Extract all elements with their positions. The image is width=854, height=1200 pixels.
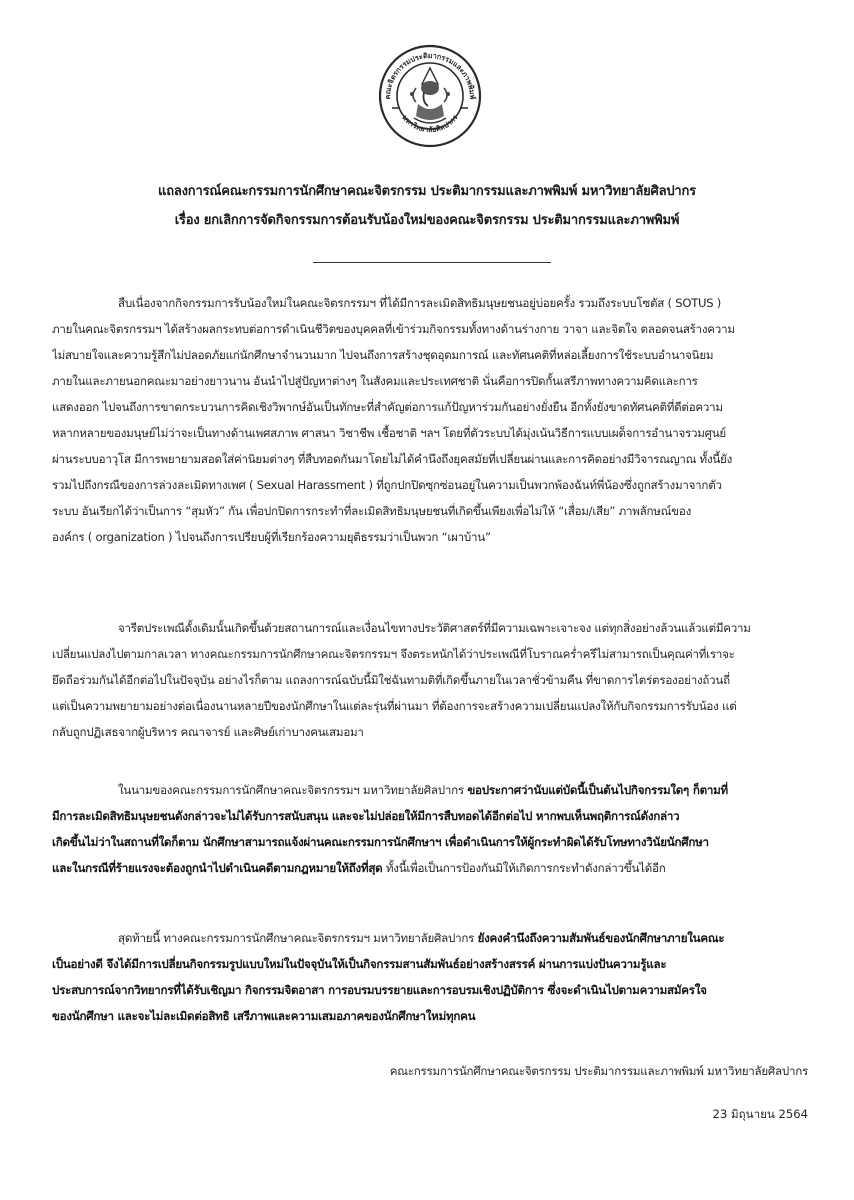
text-line: กลับถูกปฏิเสธจากผู้บริหาร คณาจารย์ และศิษย์เก่าบางคนเสมอมา: [52, 725, 364, 739]
text-bold: เป็นอย่างดี จึงได้มีการเปลี่ยนกิจกรรมรูปแบบใหม่ในปัจจุบันให้เป็นกิจกรรมสานสัมพันธ์อย่างสร้างสรรค์ ผ่านการแบ่งปันความรู้และ: [52, 957, 667, 971]
paragraph-background: [52, 290, 818, 550]
faculty-emblem-seal: [378, 44, 482, 148]
text-line: ภายในและภายนอกคณะมาอย่างยาวนาน อันนำไปสู่ปัญหาต่างๆ ในสังคมและประเทศชาติ นั่นคือการปิดกั้นเสรีภาพทางความคิดและการ: [52, 374, 698, 388]
text-line: แต่เป็นความพยายามอย่างต่อเนื่องนานหลายปีของนักศึกษาในแต่ละรุ่นที่ผ่านมา ที่ต้องการจะสร้างความเปลี่ยนแปลงให้กับกิจกรรมการรับน้อง แต่: [52, 699, 737, 713]
text-line: ระบบ อันเรียกได้ว่าเป็นการ “สุมหัว” กัน เพื่อปกปิดการกระทำที่ละเมิดสิทธิมนุษยชนที่เกิดขึ้นเพียงเพื่อไม่ให้ “เสื่อม/เสีย” ภาพลักษณ์ของ: [52, 504, 691, 518]
text-line: [52, 977, 818, 1003]
ganesha-seal-icon: [378, 44, 482, 148]
text-bold: ยังคงคำนึงถึงความสัมพันธ์ของนักศึกษาภายในคณะ: [477, 931, 725, 945]
text-line: สืบเนื่องจากกิจกรรมการรับน้องใหม่ในคณะจิตรกรรมฯ ที่ได้มีการละเมิดสิทธิมนุษยชนอยู่บ่อยครั้ง รวมถึงระบบโซตัส ( SOTUS ): [118, 296, 722, 310]
text-bold: มีการละเมิดสิทธิมนุษยชนดังกล่าวจะไม่ได้รับการสนับสนุน และจะไม่ปล่อยให้มีการสืบทอดได้อีกต่อไป หากพบเห็นพฤติการณ์ดังกล่าว: [52, 809, 680, 823]
text-line: ไม่สบายใจและความรู้สึกไม่ปลอดภัยแก่นักศึกษาจำนวนมาก ไปจนถึงการสร้างชุดอุดมการณ์ และทัศนคติที่หล่อเลี้ยงการใช้ระบบอำนาจนิยม: [52, 348, 714, 362]
signatory: คณะกรรมการนักศึกษาคณะจิตรกรรม ประติมากรรมและภาพพิมพ์ มหาวิทยาลัยศิลปากร: [389, 1064, 808, 1078]
text-normal: สุดท้ายนี้ ทางคณะกรรมการนักศึกษาคณะจิตรกรรมฯ มหาวิทยาลัยศิลปากร: [118, 931, 478, 945]
text-line: ยึดถือร่วมกันได้อีกต่อไปในปัจจุบัน อย่างไรก็ตาม แถลงการณ์ฉบับนี้มิใช่ฉันทามติที่เกิดขึ้นภายในเวลาชั่วข้ามคืน ที่ขาดการไตร่ตรองอย่างถ้วนถี่: [52, 673, 730, 687]
svg-text:คณะจิตรกรรมประติมากรรมและภาพพิ: คณะจิตรกรรมประติมากรรมและภาพพิมพ์: [382, 50, 478, 100]
text-line: [52, 925, 818, 951]
text-bold: และในกรณีที่ร้ายแรงจะต้องถูกนำไปดำเนินคดีตามกฎหมายให้ถึงที่สุด: [52, 861, 383, 875]
text-line: [52, 829, 818, 855]
text-line: [52, 951, 818, 977]
svg-text:มหาวิทยาลัยศิลปากร: มหาวิทยาลัยศิลปากร: [400, 113, 460, 135]
text-line: ภายในคณะจิตรกรรมฯ ได้สร้างผลกระทบต่อการดำเนินชีวิตของบุคคลที่เข้าร่วมกิจกรรมทั้งทางด้านร่างกาย วาจา และจิตใจ ตลอดจนสร้างความ: [52, 322, 735, 336]
text-bold: ของนักศึกษา และจะไม่ละเมิดต่อสิทธิ เสรีภาพและความเสมอภาคของนักศึกษาใหม่ทุกคน: [52, 1009, 476, 1023]
text-line: [52, 777, 818, 803]
text-line: [52, 855, 818, 881]
text-line: จารีตประเพณีดั้งเดิมนั้นเกิดขึ้นด้วยสถานการณ์และเงื่อนไขทางประวัติศาสตร์ที่มีความเฉพาะเจาะจง แต่ทุกสิ่งอย่างล้วนแล้วแต่มีความ: [118, 621, 751, 635]
statement-date: 23 มิถุนายน 2564: [712, 1107, 808, 1121]
statement-title: แถลงการณ์คณะกรรมการนักศึกษาคณะจิตรกรรม ประติมากรรมและภาพพิมพ์ มหาวิทยาลัยศิลปากร: [158, 184, 696, 199]
text-line: รวมไปถึงกรณีของการล่วงละเมิดทางเพศ ( Sexual Harassment ) ที่ถูกปกปิดซุกซ่อนอยู่ในความเป็นพวกพ้องฉันท์พี่น้องซึ่งถูกสร้างมาจากตัว: [52, 478, 722, 492]
text-line: องค์กร ( organization ) ไปจนถึงการเปรียบผู้ที่เรียกร้องความยุติธรรมว่าเป็นพวก “เผาบ้าน”: [52, 530, 491, 544]
text-bold: ประสบการณ์จากวิทยากรที่ได้รับเชิญมา กิจกรรมจิตอาสา การอบรมบรรยายและการอบรมเชิงปฏิบัติการ ซึ่งจะดำเนินไปตามความสมัครใจ: [52, 983, 707, 997]
paragraph-announcement: [52, 777, 818, 881]
text-bold: เกิดขึ้นไม่ว่าในสถานที่ใดก็ตาม นักศึกษาสามารถแจ้งผ่านคณะกรรมการนักศึกษาฯ เพื่อดำเนินการให้ผู้กระทำผิดได้รับโทษทางวินัยนักศึกษา: [52, 835, 709, 849]
statement-subject: เรื่อง ยกเลิกการจัดกิจกรรมการต้อนรับน้องใหม่ของคณะจิตรกรรม ประติมากรรมและภาพพิมพ์: [174, 213, 680, 228]
text-line: หลากหลายของมนุษย์ไม่ว่าจะเป็นทางด้านเพศสภาพ ศาสนา วิชาชีพ เชื้อชาติ ฯลฯ โดยที่ตัวระบบได้มุ่งเน้นวิธีการแบบเผด็จการอำนาจรวมศูนย์: [52, 426, 726, 440]
paragraph-tradition: [52, 615, 818, 745]
text-normal: ทั้งนี้เพื่อเป็นการป้องกันมิให้เกิดการกระทำดังกล่าวขึ้นได้อีก: [382, 861, 666, 875]
title-divider: [313, 262, 551, 263]
text-line: [52, 803, 818, 829]
text-line: ผ่านระบบอาวุโส มีการพยายามสอดใส่ค่านิยมต่างๆ ที่สืบทอดกันมาโดยไม่ได้คำนึงถึงยุคสมัยที่เปลี่ยนผ่านและการคิดอย่างมีวิจารณญาณ ทั้งนี้ยัง: [52, 452, 732, 466]
text-line: [52, 1003, 818, 1029]
text-bold: ขอประกาศว่านับแต่บัดนี้เป็นต้นไปกิจกรรมใดๆ ก็ตามที่: [467, 783, 728, 797]
text-line: เปลี่ยนแปลงไปตามกาลเวลา ทางคณะกรรมการนักศึกษาคณะจิตรกรรมฯ จึงตระหนักได้ว่าประเพณีที่โบราณคร่ำครึไม่สามารถเป็นคุณค่าที่เราจะ: [52, 647, 735, 661]
text-line: แสดงออก ไปจนถึงการขาดกระบวนการคิดเชิงวิพากษ์อันเป็นทักษะที่สำคัญต่อการแก้ปัญหาร่วมกันอย่างยั่งยืน อีกทั้งยังขาดทัศนคติที่ดีต่อความ: [52, 400, 723, 414]
paragraph-closing: [52, 925, 818, 1029]
text-normal: ในนามของคณะกรรมการนักศึกษาคณะจิตรกรรมฯ มหาวิทยาลัยศิลปากร: [118, 783, 468, 797]
